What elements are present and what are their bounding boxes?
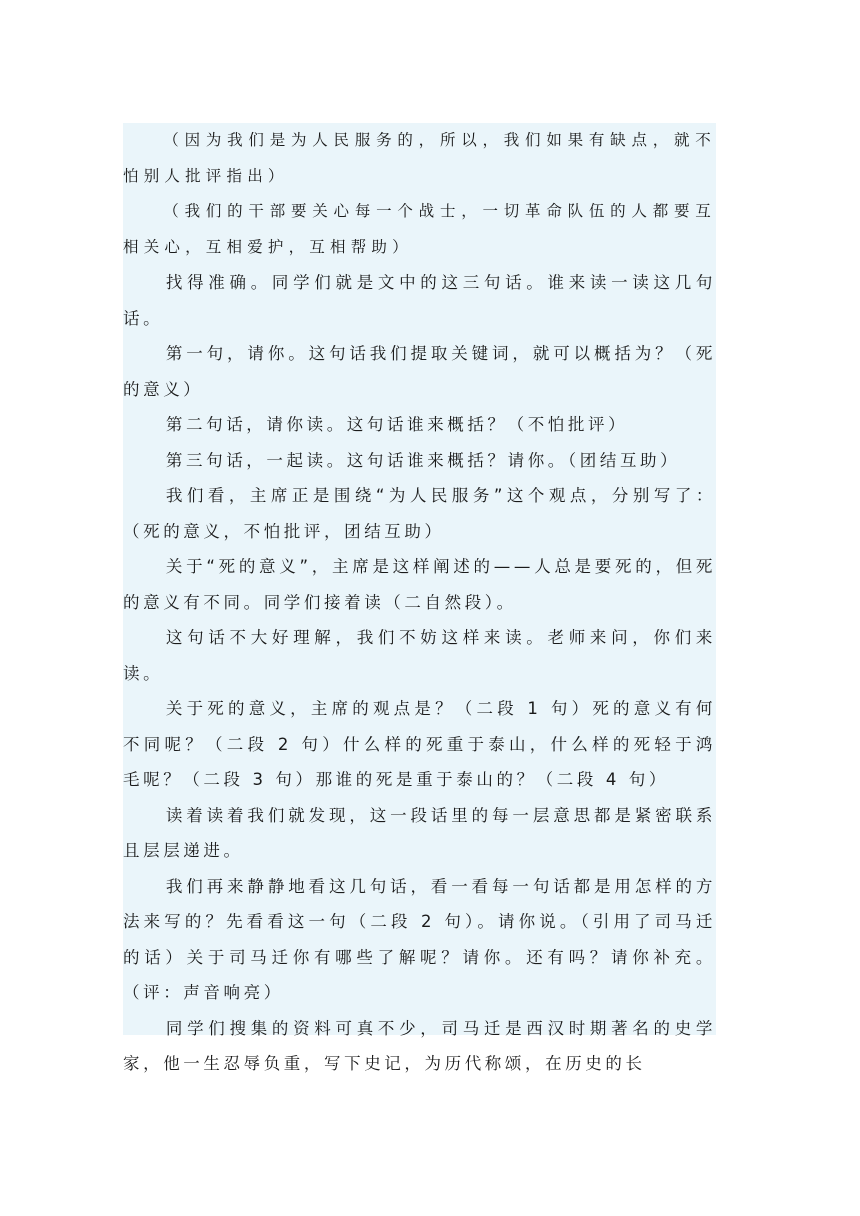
paragraph: 关于死的意义，主席的观点是？（二段 1 句）死的意义有何不同呢？（二段 2 句）什么样的死重于泰山，什么样的死轻于鸿毛呢？（二段 3 句）那谁的死是重于泰山的？（二段 4 句）	[123, 699, 716, 789]
paragraph: 我们看，主席正是围绕“为人民服务”这个观点，分别写了：（死的意义，不怕批评，团结互助）	[123, 486, 716, 541]
paragraph: 读着读着我们就发现，这一段话里的每一层意思都是紧密联系且层层递进。	[123, 805, 716, 860]
lesson-text-block	[123, 123, 716, 1073]
paragraph: 这句话不大好理解，我们不妨这样来读。老师来问，你们来读。	[123, 628, 716, 683]
paragraph: 找得准确。同学们就是文中的这三句话。谁来读一读这几句话。	[123, 273, 716, 328]
paragraph: 第三句话，一起读。这句话谁来概括？请你。（团结互助）	[165, 450, 681, 470]
paragraph: （我们的干部要关心每一个战士，一切革命队伍的人都要互相关心，互相爱护，互相帮助）	[123, 202, 716, 256]
paragraph: 第二句话，请你读。这句话谁来概括？（不怕批评）	[165, 415, 629, 434]
paragraph: 我们再来静静地看这几句话，看一看每一句话都是用怎样的方法来写的？先看看这一句（二段 2 句）。请你说。（引用了司马迁的话）关于司马迁你有哪些了解呢？请你。还有吗？请你补充。（评：声音响亮）	[123, 876, 716, 1002]
paragraph: 第一句，请你。这句话我们提取关键词，就可以概括为？（死的意义）	[123, 344, 716, 399]
paragraph: （因为我们是为人民服务的，所以，我们如果有缺点，就不怕别人批评指出）	[123, 131, 716, 185]
paragraph: 同学们搜集的资料可真不少，司马迁是西汉时期著名的史学家，他一生忍辱负重，写下史记，为历代称颂，在历史的长	[123, 1018, 716, 1073]
paragraph: 关于“死的意义”，主席是这样阐述的——人总是要死的，但死的意义有不同。同学们接着读（二自然段）。	[123, 557, 716, 612]
